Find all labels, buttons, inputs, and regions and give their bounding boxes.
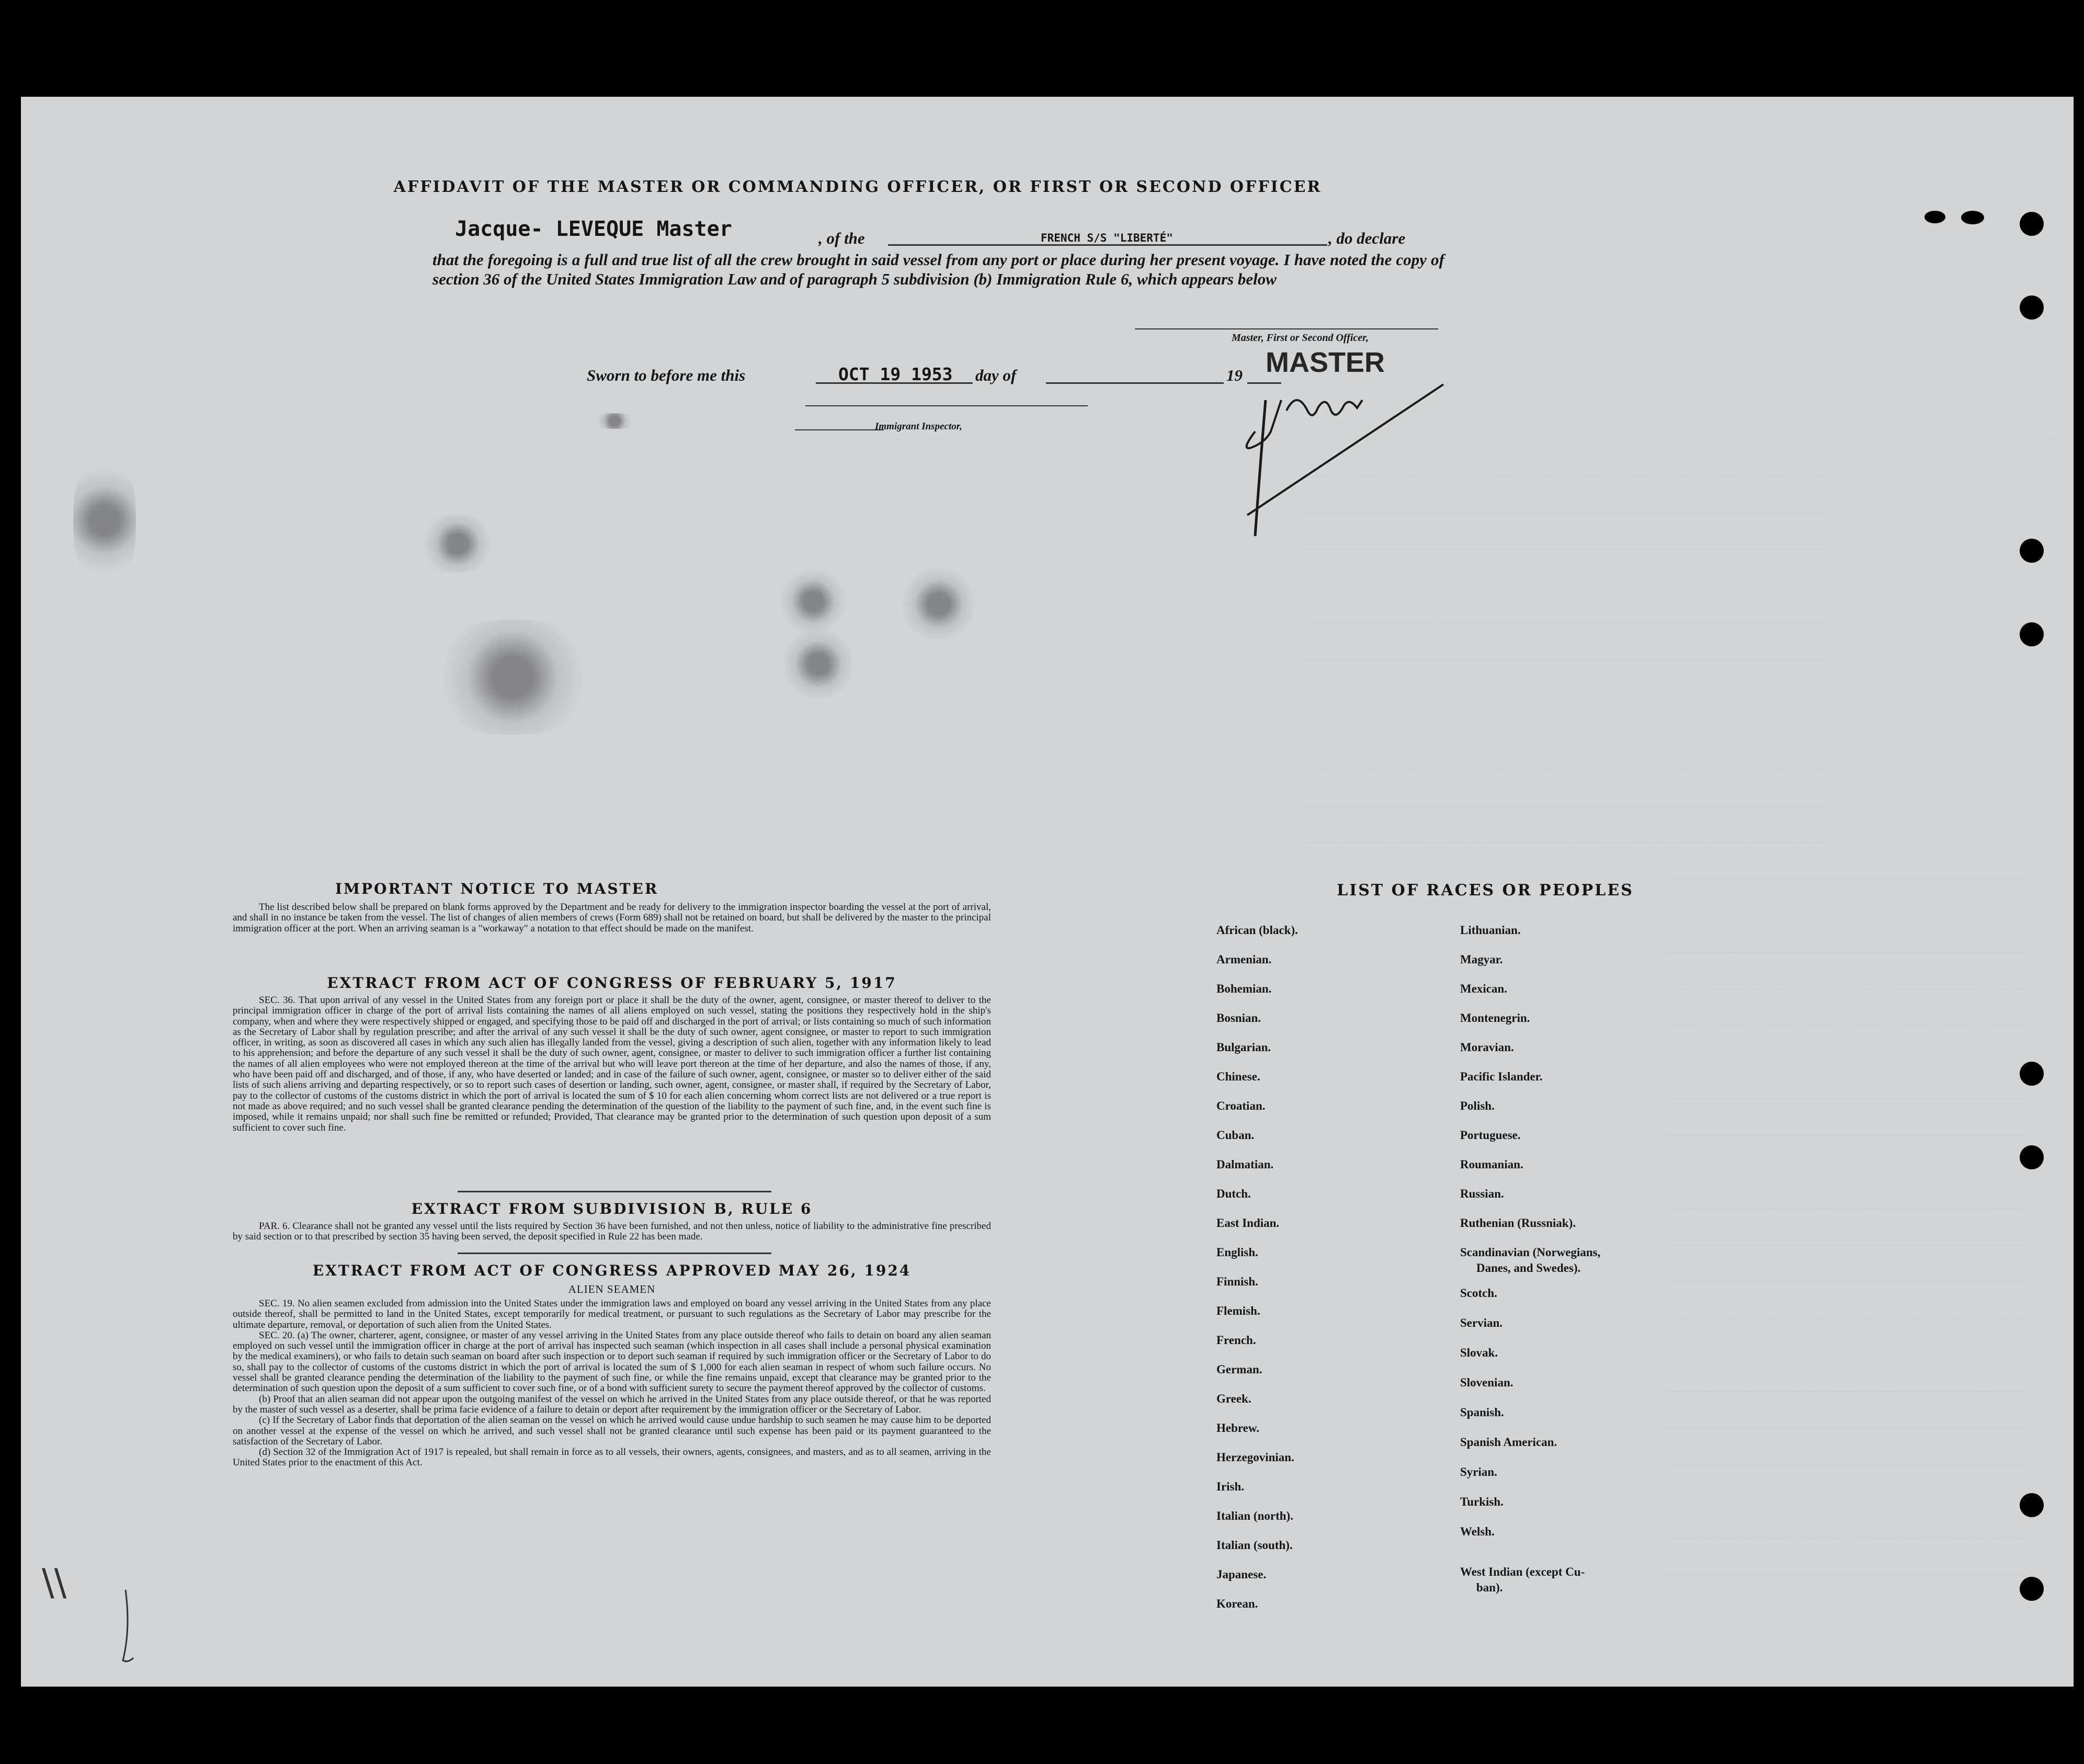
race-left-item: Irish. (1216, 1480, 1245, 1493)
race-left-item: Bosnian. (1216, 1011, 1261, 1025)
race-left-item: Bulgarian. (1216, 1041, 1271, 1054)
race-right-item: Spanish American. (1460, 1436, 1557, 1449)
affidavit-title: AFFIDAVIT OF THE MASTER OR COMMANDING OFFICER, OR FIRST OR SECOND OFFICER (393, 178, 1322, 196)
race-right-item: Roumanian. (1460, 1158, 1523, 1171)
section-divider (458, 1253, 771, 1254)
inspector-line (805, 405, 1088, 406)
race-right-item: Ruthenian (Russniak). (1460, 1216, 1576, 1230)
extract-1924-title: EXTRACT FROM ACT OF CONGRESS APPROVED MAY 26, 1924 (312, 1262, 912, 1279)
race-left-item: Italian (north). (1216, 1509, 1293, 1522)
race-right-item: ban). (1476, 1581, 1503, 1594)
race-left-item: Dalmatian. (1216, 1158, 1274, 1171)
inspector-line-short (795, 429, 884, 430)
pencil-stroke (120, 1587, 141, 1666)
race-right-item: West Indian (except Cu- (1460, 1565, 1585, 1578)
race-left-item: Cuban. (1216, 1129, 1255, 1142)
race-left-item: Korean. (1216, 1597, 1258, 1610)
race-left-item: Dutch. (1216, 1187, 1251, 1200)
race-right-item: Polish. (1460, 1099, 1495, 1112)
paragraph-sec-19: SEC. 19. No alien seamen excluded from admission into the United States under the immigration laws and employed on board any vessel arriving in the United States from any place outside thereof, shall be permitted to land in the United States, except temporarily for medical treatment, or pursuant to such regulations as the Secretary of Labor may prescribe for the ultimate departure, removal, or deportation of such alien from the United States. (233, 1298, 991, 1330)
ink-smudge (591, 413, 638, 429)
race-left-item: Japanese. (1216, 1568, 1267, 1581)
race-left-item: Finnish. (1216, 1275, 1258, 1288)
race-right-item: Magyar. (1460, 953, 1503, 966)
binder-hole (2020, 1493, 2044, 1517)
race-right-item: Spanish. (1460, 1406, 1504, 1419)
race-left-item: French. (1216, 1334, 1256, 1347)
race-right-item: Scotch. (1460, 1287, 1497, 1300)
of-the-label: , of the (818, 229, 865, 247)
subdivision-body: PAR. 6. Clearance shall not be granted any vessel until the lists required by Section 36 have been furnished, and not then unless, notice of liability to the administrative fine prescribed by said section or to that prescribed by section 35 having been served, the deposit specified in Rule 22 has been made. (233, 1221, 991, 1243)
section-divider (458, 1191, 771, 1192)
year-prefix: 19 (1226, 366, 1243, 384)
race-right-item: Slovak. (1460, 1346, 1498, 1359)
race-right-item: Mexican. (1460, 982, 1508, 995)
race-left-item: Chinese. (1216, 1070, 1260, 1083)
master-name: Jacque- LEVEQUE Master (455, 217, 732, 241)
signature-caption: Master, First or Second Officer, (1232, 332, 1369, 344)
race-left-item: Italian (south). (1216, 1539, 1293, 1552)
paragraph-sec-20b: (b) Proof that an alien seaman did not appear upon the outgoing manifest of the vessel on which he arrived in the United States from any place outside thereof, or that he was reported by the master of such vessel as a deserter, shall be prima facie evidence of a failure to detain or deport after requirement by the immigration officer or the Secretary of Labor. (233, 1393, 991, 1415)
binder-hole (2020, 1577, 2044, 1601)
race-left-item: Armenian. (1216, 953, 1272, 966)
binder-hole (2020, 212, 2044, 236)
race-right-item: Danes, and Swedes). (1476, 1261, 1581, 1274)
notice-title: IMPORTANT NOTICE TO MASTER (335, 880, 659, 897)
sworn-label: Sworn to before me this (587, 366, 746, 384)
race-right-item: Montenegrin. (1460, 1011, 1530, 1025)
extract-1917-title: EXTRACT FROM ACT OF CONGRESS OF FEBRUARY 5, 1917 (327, 974, 897, 992)
binder-hole (1924, 211, 1945, 223)
declare-label: , do declare (1328, 229, 1406, 247)
vessel-line (888, 244, 1327, 246)
binder-hole (2020, 1062, 2044, 1086)
handwritten-signature (1224, 379, 1454, 604)
race-right-item: Lithuanian. (1460, 924, 1521, 937)
binder-hole (2020, 539, 2044, 563)
ink-smudge (429, 620, 596, 735)
notice-body: The list described below shall be prepared on blank forms approved by the Department and be ready for delivery to the immigration inspector boarding the vessel at the port of arrival, and shall in no instance be taken from the vessel. The list of changes of alien members of crews (Form 689) shall not be retained on board, but shall be delivered by the master to the principal immigration officer at the port. When an arriving seaman is a "workaway" a notation to that effect should be made on the manifest. (233, 902, 991, 934)
extract-1924-body (233, 1299, 991, 1469)
binder-hole (1961, 211, 1984, 224)
signature-line (1135, 328, 1438, 329)
paragraph-sec-20a: SEC. 20. (a) The owner, charterer, agent, consignee, or master of any vessel arriving in the United States from any place outside thereof who fails to detain on board any alien seaman employed on such vessel until the immigration officer in charge at the port of arrival has inspected such seaman (which inspection in all cases shall include a personal physical examination by the medical examiners), or who fails to detain such seaman on board after such inspection or to deport such seaman if required by such immigration officer or the Secretary of Labor to do so, shall pay to the collector of customs of the customs district in which the port of arrival is located the sum of $ 1,000 for each alien seaman in respect of whom such failure occurs. No vessel shall be granted clearance pending the determination of the liability to the payment of such fine, or while the fine remains unpaid, except that clearance may be granted prior to the determination of such question upon the deposit of a sum sufficient to cover such fine, or of a bond with sufficient surety to secure the payment thereof approved by the collector of customs. (233, 1329, 991, 1394)
day-of-label: day of (975, 366, 1017, 384)
race-left-item: Flemish. (1216, 1304, 1260, 1317)
race-right-item: Welsh. (1460, 1525, 1495, 1538)
race-left-item: Hebrew. (1216, 1421, 1259, 1435)
sworn-date-stamp: OCT 19 1953 (838, 364, 953, 384)
paragraph-sec-20d: (d) Section 32 of the Immigration Act of 1917 is repealed, but shall remain in force as to all vessels, their owners, agents, consignees, and masters, and as to all seamen, arriving in the United States prior to the enactment of this Act. (233, 1447, 991, 1469)
race-right-item: Syrian. (1460, 1465, 1497, 1478)
race-left-item: African (black). (1216, 924, 1298, 937)
master-stamp: MASTER (1266, 347, 1385, 378)
ink-smudge (418, 515, 497, 573)
sworn-year-line (1247, 382, 1281, 384)
paragraph-sec-20c: (c) If the Secretary of Labor finds that deportation of the alien seaman on the vessel on which he arrived would cause undue hardship to such seamen he may cause him to be deported on another vessel at the expense of the vessel on which he arrived, and such vessel shall not be granted clearance until such expense has been paid or its payment guaranteed to the satisfaction of the Secretary of Labor. (233, 1415, 991, 1447)
races-title: LIST OF RACES OR PEOPLES (1337, 881, 1634, 900)
race-left-item: Croatian. (1216, 1099, 1266, 1112)
race-left-item: Bohemian. (1216, 982, 1272, 995)
race-right-item: Moravian. (1460, 1041, 1514, 1054)
race-right-item: Slovenian. (1460, 1376, 1513, 1389)
extract-1924-subtitle: ALIEN SEAMEN (568, 1283, 656, 1295)
manifest-page (21, 97, 2074, 1687)
binder-hole (2020, 295, 2044, 320)
race-right-item: Portuguese. (1460, 1129, 1521, 1142)
vessel-name: FRENCH S/S "LIBERTÉ" (1041, 232, 1173, 244)
ink-smudge (784, 625, 852, 703)
race-right-item: Turkish. (1460, 1495, 1504, 1508)
race-right-item: Russian. (1460, 1187, 1504, 1200)
binder-hole (2020, 622, 2044, 646)
ink-smudge (899, 567, 978, 641)
subdivision-title: EXTRACT FROM SUBDIVISION B, RULE 6 (411, 1200, 813, 1217)
sworn-month-line (1046, 382, 1224, 384)
race-right-item: Servian. (1460, 1316, 1503, 1329)
race-left-item: English. (1216, 1246, 1258, 1259)
race-left-item: Greek. (1216, 1392, 1251, 1405)
ink-smudge (73, 452, 136, 588)
race-left-item: German. (1216, 1363, 1262, 1376)
race-right-item: Scandinavian (Norwegians, (1460, 1246, 1601, 1259)
race-left-item: Herzegovinian. (1216, 1451, 1294, 1464)
race-left-item: East Indian. (1216, 1216, 1280, 1230)
affidavit-body: that the foregoing is a full and true list of all the crew brought in said vessel from any port or place during her present voyage. I have noted the copy of section 36 of the United States Immigration Law and of paragraph 5 subdivision (b) Immigration Rule 6, which appears below (432, 251, 1444, 288)
pencil-margin-mark: \\ (42, 1561, 67, 1604)
inspector-caption: Immigrant Inspector, (875, 421, 962, 432)
binder-hole (2020, 1145, 2044, 1169)
race-right-item: Pacific Islander. (1460, 1070, 1543, 1083)
extract-1917-body: SEC. 36. That upon arrival of any vessel in the United States from any foreign port or place it shall be the duty of the owner, agent, consignee, or master thereof to deliver to the principal immigration officer in charge of the port of arrival lists containing the names of all aliens employed on such vessel, stating the positions they respectively hold in the ship's company, when and where they were respectively shipped or engaged, and specifying those to be paid off and discharged in the port of arrival; or lists containing so much of such information as the Secretary of Labor shall by regulation prescribe; and after the arrival of any such vessel it shall be the duty of such owner, agent consignee, or master to report to such immigration officer, in writing, as soon as discovered all cases in which any such alien has illegally landed from the vessel, giving a description of such alien, together with any information likely to lead to his apprehension; and before the departure of any such vessel it shall be the duty of such owner, agent, consignee, or master to deliver to such immigration officer a further list containing the names of all alien employees who were not employed thereon at the time of the arrival but who will leave port thereon at the time of her departure, and also the names of those, if any, who have been paid off and discharged, and of those, if any, who have deserted or landed; and in case of the failure of such owner, agent, consignee, or master so to deliver either of the said lists of such aliens arriving and departing respectively, or so to report such cases of desertion or landing, such owner, agent, consignee, or master shall, if required by the Secretary of Labor, pay to the collector of customs of the customs district in which the port of arrival is located the sum of $ 10 for each alien concerning whom correct lists are not delivered or a true report is not made as above required; and no such vessel shall be granted clearance pending the determination of the question of the liability to the payment of such fine, and, in the event such fine is imposed, while it remains unpaid; nor shall such fine be remitted or refunded; Provided, That clearance may be granted prior to the determination of such question upon deposit of a sum sufficient to cover such fine. (233, 995, 991, 1133)
